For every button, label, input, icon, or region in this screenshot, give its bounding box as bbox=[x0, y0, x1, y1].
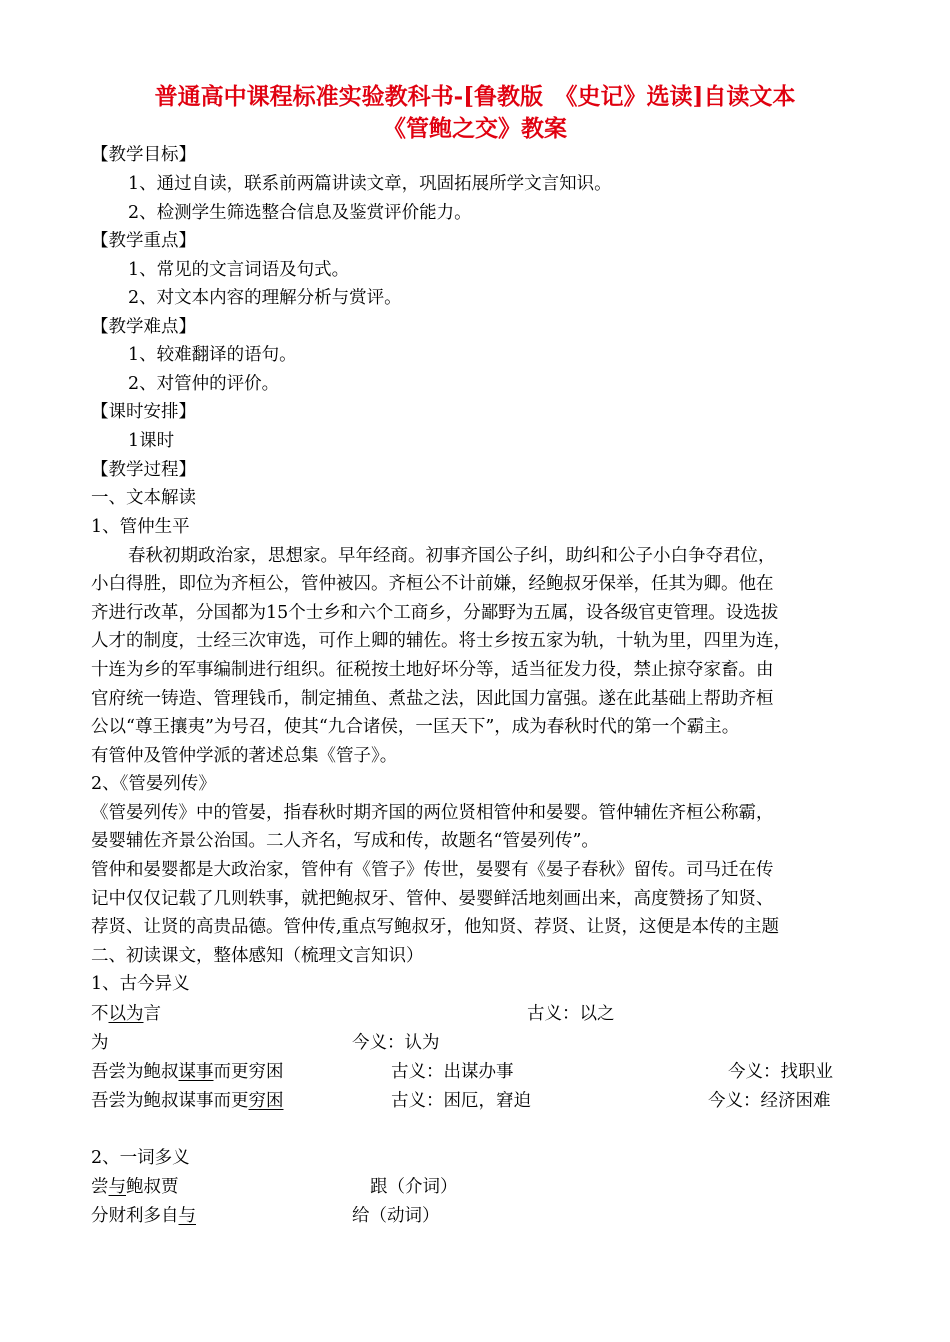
gujin-example: 吾尝为鲍叔谋事而更穷困 bbox=[91, 1062, 284, 1082]
para1-line: 官府统一铸造、管理钱币，制定捕鱼、煮盐之法，因此国力富强。遂在此基础上帮助齐桓 bbox=[91, 689, 774, 709]
difficulty-item-1: 1、较难翻译的语句。 bbox=[128, 345, 297, 365]
schedule-value: 1课时 bbox=[128, 431, 175, 451]
para1-line: 齐进行改革，分国都为15个士乡和六个工商乡，分鄙野为五属，设各级官吏管理。设选拔 bbox=[91, 603, 779, 623]
para2-line: 荐贤、让贤的高贵品德。管仲传,重点写鲍叔牙，他知贤、荐贤、让贤，这便是本传的主题 bbox=[91, 917, 780, 937]
gujin-word: 穷困 bbox=[248, 1091, 284, 1111]
duoyi-meaning: 跟（介词） bbox=[370, 1177, 458, 1197]
para1-line: 小白得胜，即位为齐桓公，管仲被囚。齐桓公不计前嫌，经鲍叔牙保举，任其为卿。他在 bbox=[91, 574, 774, 594]
duoyi-word: 与 bbox=[108, 1177, 126, 1197]
sub1-heading: 1、管仲生平 bbox=[91, 517, 190, 537]
focus-heading: 【教学重点】 bbox=[91, 231, 196, 251]
gujin-ancient-meaning: 古义：出谋办事 bbox=[391, 1062, 514, 1082]
sub3-heading: 1、古今异义 bbox=[91, 974, 190, 994]
goal-item-1: 1、通过自读，联系前两篇讲读文章，巩固拓展所学文言知识。 bbox=[128, 174, 612, 194]
gujin-ancient-meaning: 古义：以之 bbox=[527, 1004, 615, 1024]
schedule-heading: 【课时安排】 bbox=[91, 402, 196, 422]
document-title-line1: 普通高中课程标准实验教科书-[鲁教版 《史记》选读]自读文本 bbox=[154, 83, 796, 110]
focus-item-1: 1、常见的文言词语及句式。 bbox=[128, 260, 350, 280]
gujin-word: 以为 bbox=[108, 1004, 144, 1024]
gujin-ancient-meaning: 古义：困厄，窘迫 bbox=[391, 1091, 531, 1111]
para1-line: 公以“尊王攘夷”为号召，使其“九合诸侯，一匡天下”，成为春秋时代的第一个霸主。 bbox=[91, 717, 740, 737]
duoyi-example: 尝与鲍叔贾 bbox=[91, 1177, 179, 1197]
gujin-modern-meaning: 今义：找职业 bbox=[728, 1062, 833, 1082]
para2-line: 晏婴辅佐齐景公治国。二人齐名，写成和传，故题名“管晏列传”。 bbox=[91, 831, 599, 851]
sub2-heading: 2、《管晏列传》 bbox=[91, 774, 216, 794]
para1-line: 十连为乡的军事编制进行组织。征税按土地好坏分等，适当征发力役，禁止掠夺家畜。由 bbox=[91, 660, 774, 680]
gujin-example: 为 bbox=[91, 1033, 109, 1053]
para2-line: 《管晏列传》中的管晏，指春秋时期齐国的两位贤相管仲和晏婴。管仲辅佐齐桓公称霸， bbox=[91, 803, 774, 823]
part2-heading: 二、初读课文，整体感知（梳理文言知识） bbox=[91, 946, 424, 966]
difficulty-heading: 【教学难点】 bbox=[91, 317, 196, 337]
goals-heading: 【教学目标】 bbox=[91, 145, 196, 165]
para2-line: 记中仅仅记载了几则轶事，就把鲍叔牙、管仲、晏婴鲜活地刻画出来，高度赞扬了知贤、 bbox=[91, 889, 774, 909]
difficulty-item-2: 2、对管仲的评价。 bbox=[128, 374, 280, 394]
para2-line: 管仲和晏婴都是大政治家，管仲有《管子》传世，晏婴有《晏子春秋》留传。司马迁在传 bbox=[91, 860, 774, 880]
gujin-modern-meaning: 今义：经济困难 bbox=[708, 1091, 831, 1111]
para1-line: 人才的制度，士经三次审选，可作上卿的辅佐。将士乡按五家为轨，十轨为里，四里为连， bbox=[91, 631, 791, 651]
goal-item-2: 2、检测学生筛选整合信息及鉴赏评价能力。 bbox=[128, 203, 472, 223]
focus-item-2: 2、对文本内容的理解分析与赏评。 bbox=[128, 288, 402, 308]
document-title-line2: 《管鲍之交》教案 bbox=[383, 115, 567, 142]
gujin-word: 谋事 bbox=[178, 1062, 214, 1082]
para1-line: 春秋初期政治家，思想家。早年经商。初事齐国公子纠，助纠和公子小白争夺君位， bbox=[128, 546, 776, 566]
para1-line: 有管仲及管仲学派的著述总集《管子》。 bbox=[91, 746, 398, 766]
duoyi-meaning: 给（动词） bbox=[352, 1206, 440, 1226]
part1-heading: 一、文本解读 bbox=[91, 488, 196, 508]
gujin-example: 吾尝为鲍叔谋事而更穷困 bbox=[91, 1091, 284, 1111]
duoyi-word: 与 bbox=[178, 1206, 196, 1226]
gujin-example: 不以为言 bbox=[91, 1004, 161, 1024]
sub4-heading: 2、一词多义 bbox=[91, 1148, 190, 1168]
process-heading: 【教学过程】 bbox=[91, 460, 196, 480]
gujin-modern-meaning: 今义：认为 bbox=[352, 1033, 440, 1053]
duoyi-example: 分财利多自与 bbox=[91, 1206, 196, 1226]
